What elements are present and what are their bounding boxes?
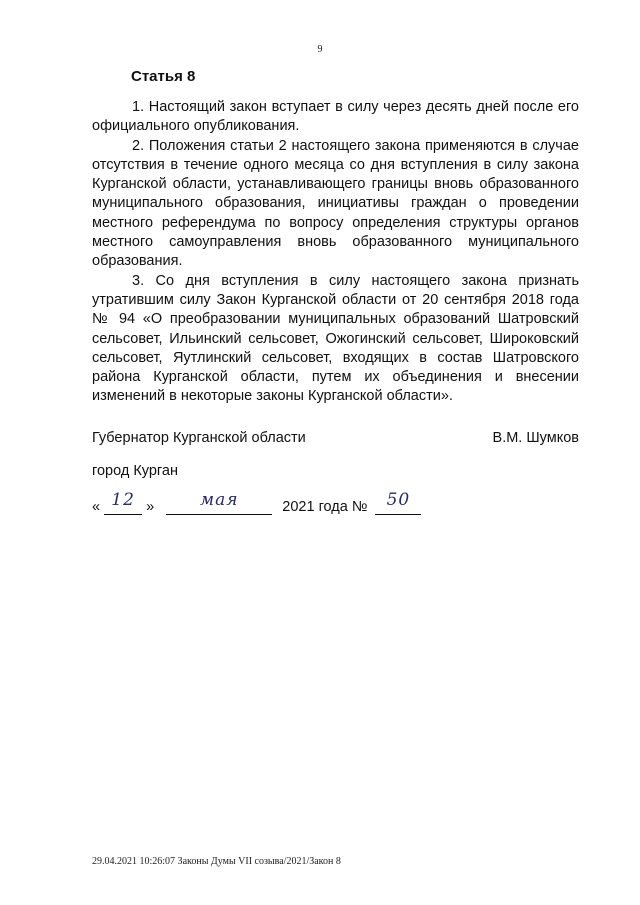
date-line [92,490,421,515]
article-title: Статья 8 [131,68,196,85]
close-quote: » [146,499,155,515]
page-number: 9 [317,44,323,55]
document-footer: 29.04.2021 10:26:07 Законы Думы VII созыва/2021/Закон 8 [92,856,341,867]
handwritten-month: мая [200,490,239,510]
year-number-label: 2021 года № [282,499,368,515]
paragraph-2: 2. Положения статьи 2 настоящего закона применяются в случае отсутствия в течение одного месяца со дня вступления в силу закона Курганской области, устанавливающего границы вновь образованного муниципального образования, инициативы граждан о проведении местного референдума по вопросу определения структуры органов местного самоуправления вновь образованного муниципального образования. [92,137,579,270]
paragraph-3: 3. Со дня вступления в силу настоящего закона признать утратившим силу Закон Курганской области от 20 сентября 2018 года № 94 «О преобразовании муниципальных образований Шатровский сельсовет, Ильинский сельсовет, Ожогинский сельсовет, Широковский сельсовет, Яутлинский сельсовет, входящих в состав Шатровского района Курганской области, путем их объединения и внесении изменений в некоторые законы Курганской области». [92,272,579,405]
open-quote: « [92,499,101,515]
governor-title: Губернатор Курганской области [92,430,306,446]
article-body [92,98,579,407]
handwritten-day: 12 [111,490,135,510]
handwritten-number: 50 [386,490,411,510]
city-line: город Курган [92,463,178,479]
day-blank [104,490,142,515]
paragraph-1: 1. Настоящий закон вступает в силу через десять дней после его официального опубликования. [92,99,579,135]
governor-name: В.М. Шумков [492,430,579,446]
number-blank [375,490,421,515]
month-blank [166,490,272,515]
